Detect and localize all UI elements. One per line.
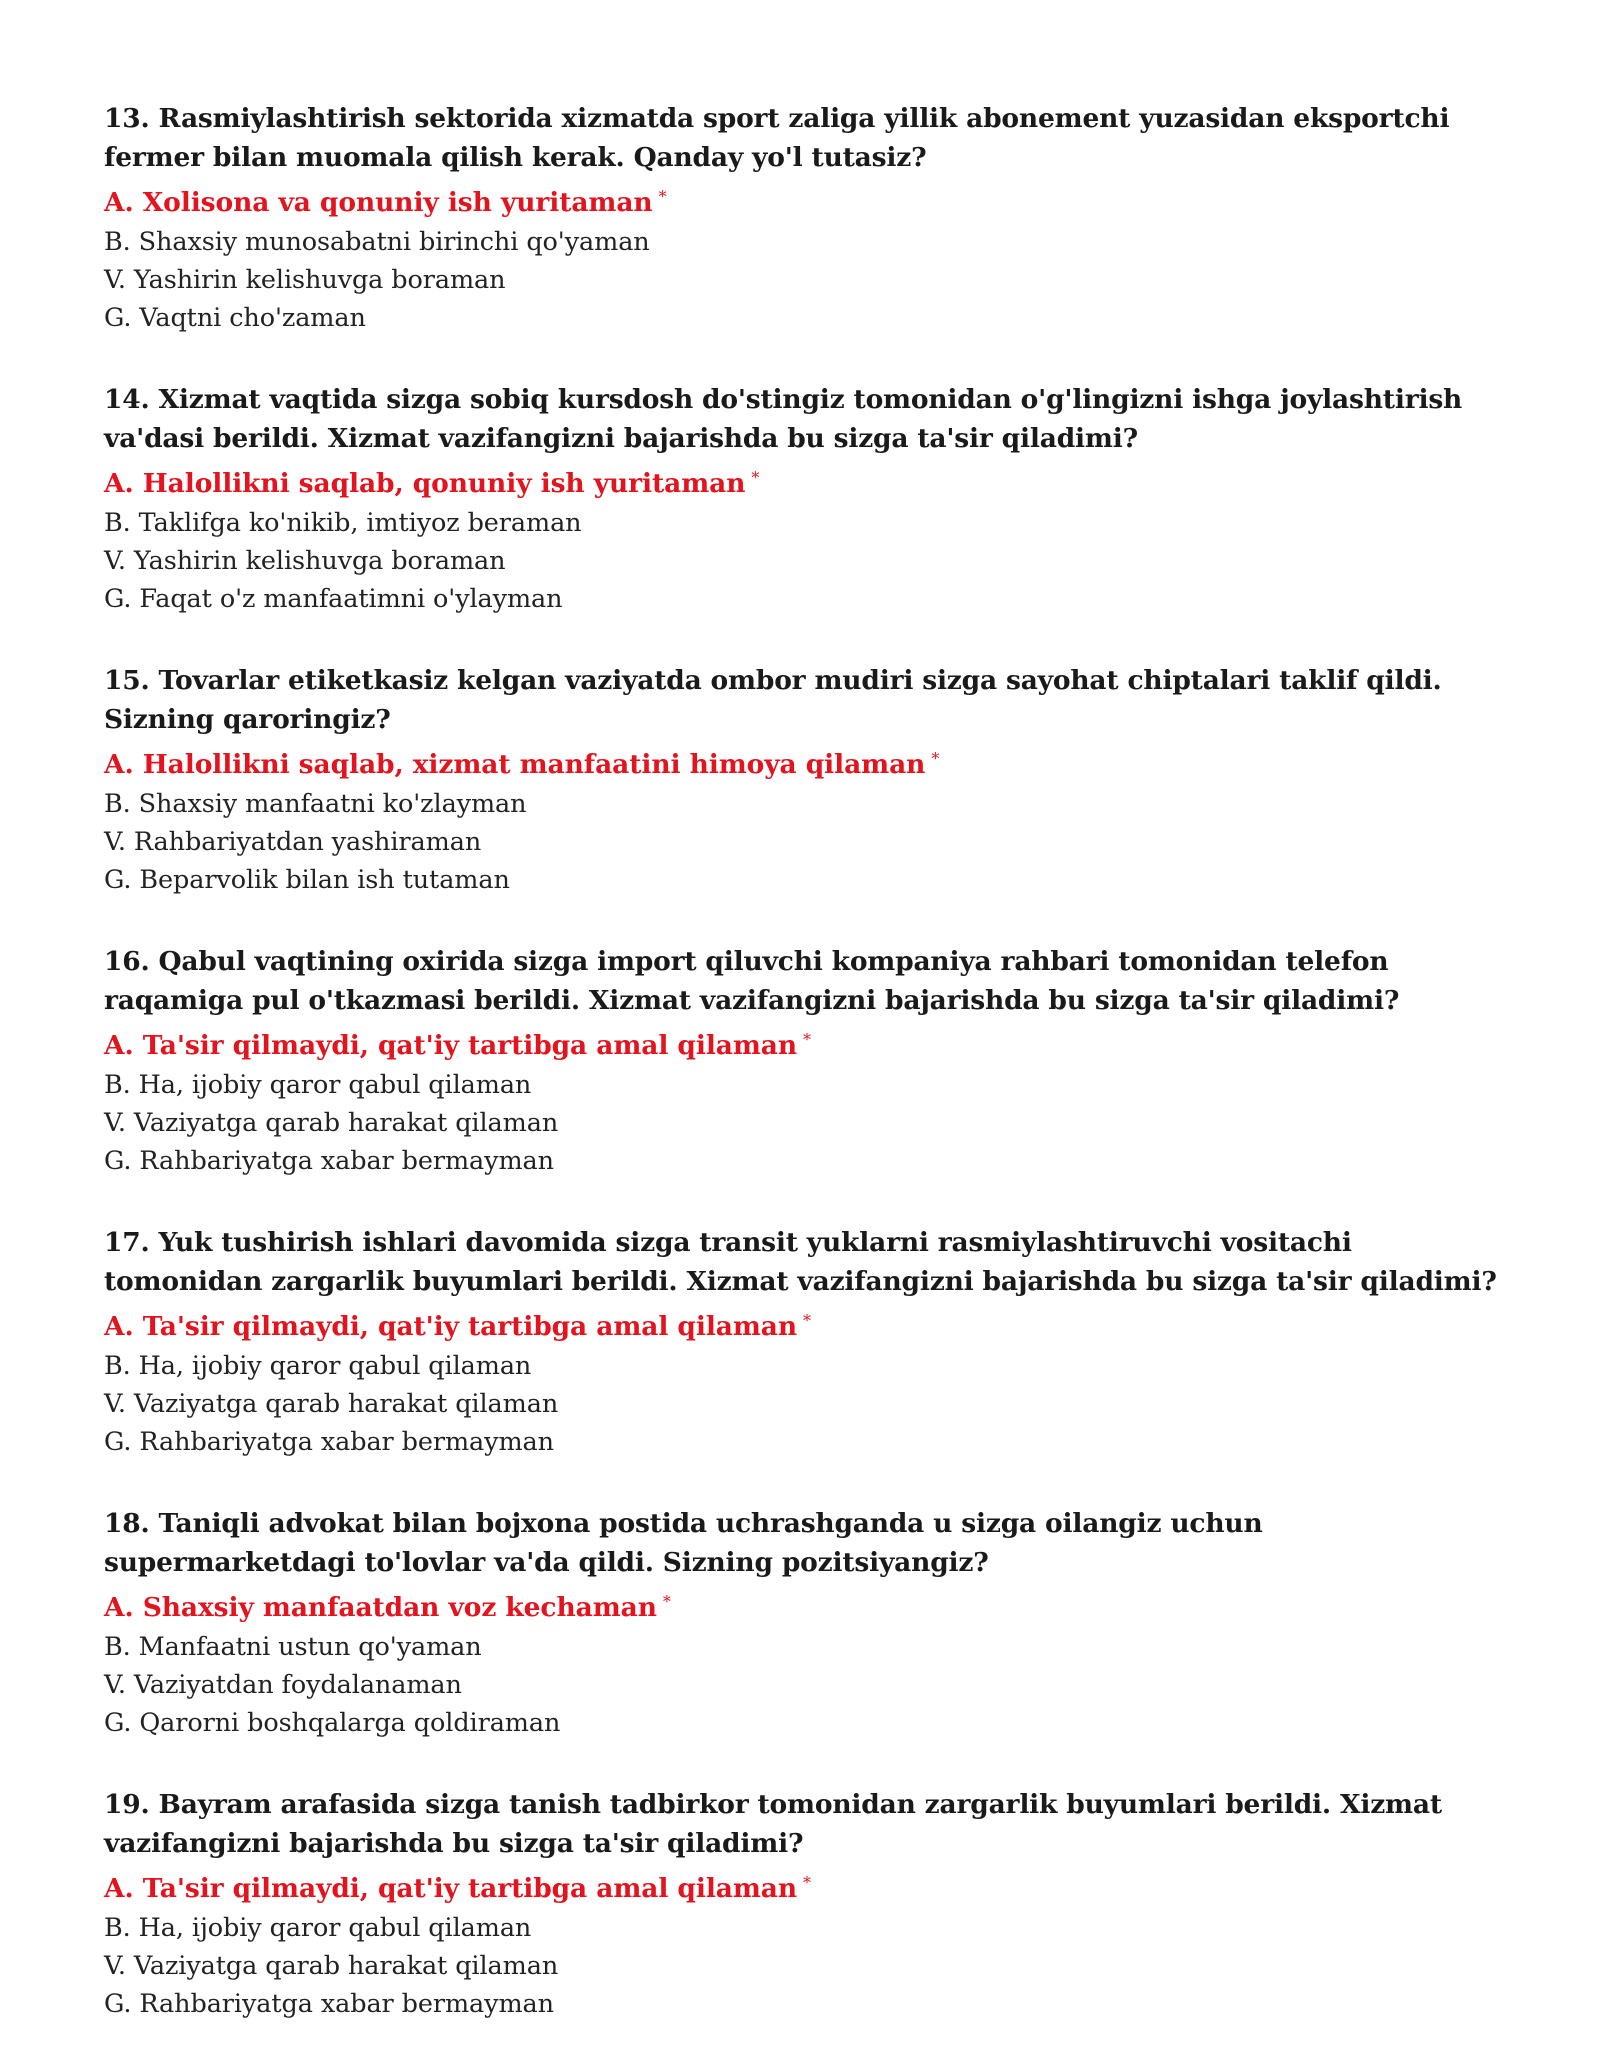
question-text: 16. Qabul vaqtining oxirida sizga import qiluvchi kompaniya rahbari tomonidan telefon raqamiga pul o'tkazmasi berildi. Xizmat vazifangizni bajarishda bu sizga ta'sir qiladimi? xyxy=(104,946,1400,1016)
answer-option: G. Faqat o'z manfaatimni o'ylayman xyxy=(104,584,563,614)
answer-option: B. Shaxsiy manfaatni ko'zlayman xyxy=(104,789,527,819)
question-text: 19. Bayram arafasida sizga tanish tadbirkor tomonidan zargarlik buyumlari berildi. Xizmat vazifangizni bajarishda bu sizga ta'sir qiladimi? xyxy=(104,1789,1442,1859)
correct-marker: * xyxy=(658,187,667,206)
answer-text: A. Ta'sir qilmaydi, qat'iy tartibga amal qilaman xyxy=(104,1030,798,1061)
correct-marker: * xyxy=(662,1592,671,1611)
correct-answer xyxy=(104,1301,1500,1347)
answer-text: A. Shaxsiy manfaatdan voz kechaman xyxy=(104,1592,657,1623)
answer-option: B. Taklifga ko'nikib, imtiyoz beraman xyxy=(104,508,582,538)
correct-answer xyxy=(104,739,1500,785)
answer-option: G. Rahbariyatga xabar bermayman xyxy=(104,1989,554,2019)
question-18 xyxy=(104,1505,1500,1742)
correct-answer xyxy=(104,458,1500,504)
question-19 xyxy=(104,1786,1500,2023)
correct-marker: * xyxy=(803,1030,811,1049)
answer-option: V. Vaziyatga qarab harakat qilaman xyxy=(104,1389,559,1419)
question-13 xyxy=(104,100,1500,337)
question-text: 18. Taniqli advokat bilan bojxona postida uchrashganda u sizga oilangiz uchun supermarketdagi to'lovlar va'da qildi. Sizning pozitsiyangiz? xyxy=(104,1508,1263,1578)
answer-option: B. Ha, ijobiy qaror qabul qilaman xyxy=(104,1913,532,1943)
answer-option: B. Shaxsiy munosabatni birinchi qo'yaman xyxy=(104,227,650,257)
answer-option: V. Vaziyatdan foydalanaman xyxy=(104,1670,462,1700)
question-16 xyxy=(104,943,1500,1180)
answer-option: B. Manfaatni ustun qo'yaman xyxy=(104,1632,482,1662)
answer-text: A. Halollikni saqlab, qonuniy ish yuritaman xyxy=(104,468,746,499)
answer-text: A. Xolisona va qonuniy ish yuritaman xyxy=(104,187,653,218)
correct-marker: * xyxy=(931,749,940,768)
correct-answer xyxy=(104,177,1500,223)
answer-option: G. Beparvolik bilan ish tutaman xyxy=(104,865,510,895)
correct-answer xyxy=(104,1582,1500,1628)
question-15 xyxy=(104,662,1500,899)
question-text: 15. Tovarlar etiketkasiz kelgan vaziyatda ombor mudiri sizga sayohat chiptalari taklif qildi. Sizning qaroringiz? xyxy=(104,665,1442,735)
answer-text: A. Halollikni saqlab, xizmat manfaatini himoya qilaman xyxy=(104,749,926,780)
answer-text: A. Ta'sir qilmaydi, qat'iy tartibga amal qilaman xyxy=(104,1311,798,1342)
answer-option: B. Ha, ijobiy qaror qabul qilaman xyxy=(104,1351,532,1381)
correct-marker: * xyxy=(751,468,760,487)
answer-option: B. Ha, ijobiy qaror qabul qilaman xyxy=(104,1070,532,1100)
answer-option: G. Rahbariyatga xabar bermayman xyxy=(104,1146,554,1176)
correct-answer xyxy=(104,1863,1500,1909)
answer-option: G. Rahbariyatga xabar bermayman xyxy=(104,1427,554,1457)
answer-text: A. Ta'sir qilmaydi, qat'iy tartibga amal qilaman xyxy=(104,1873,798,1904)
question-text: 17. Yuk tushirish ishlari davomida sizga transit yuklarni rasmiylashtiruvchi vositachi tomonidan zargarlik buyumlari berildi. Xizmat vazifangizni bajarishda bu sizga ta'sir qiladimi? xyxy=(104,1227,1497,1297)
answer-option: V. Rahbariyatdan yashiraman xyxy=(104,827,482,857)
answer-option: V. Vaziyatga qarab harakat qilaman xyxy=(104,1108,559,1138)
answer-option: G. Vaqtni cho'zaman xyxy=(104,303,366,333)
correct-marker: * xyxy=(803,1873,811,1892)
question-14 xyxy=(104,381,1500,618)
answer-option: G. Qarorni boshqalarga qoldiraman xyxy=(104,1708,561,1738)
question-text: 14. Xizmat vaqtida sizga sobiq kursdosh do'stingiz tomonidan o'g'lingizni ishga joylashtirish va'dasi berildi. Xizmat vazifangizni bajarishda bu sizga ta'sir qiladimi? xyxy=(104,384,1463,454)
question-text: 13. Rasmiylashtirish sektorida xizmatda sport zaliga yillik abonement yuzasidan eksportchi fermer bilan muomala qilish kerak. Qanday yo'l tutasiz? xyxy=(104,103,1450,173)
correct-answer xyxy=(104,1020,1500,1066)
answer-option: V. Vaziyatga qarab harakat qilaman xyxy=(104,1951,559,1981)
answer-option: V. Yashirin kelishuvga boraman xyxy=(104,265,506,295)
answer-option: V. Yashirin kelishuvga boraman xyxy=(104,546,506,576)
question-17 xyxy=(104,1224,1500,1461)
correct-marker: * xyxy=(803,1311,811,1330)
